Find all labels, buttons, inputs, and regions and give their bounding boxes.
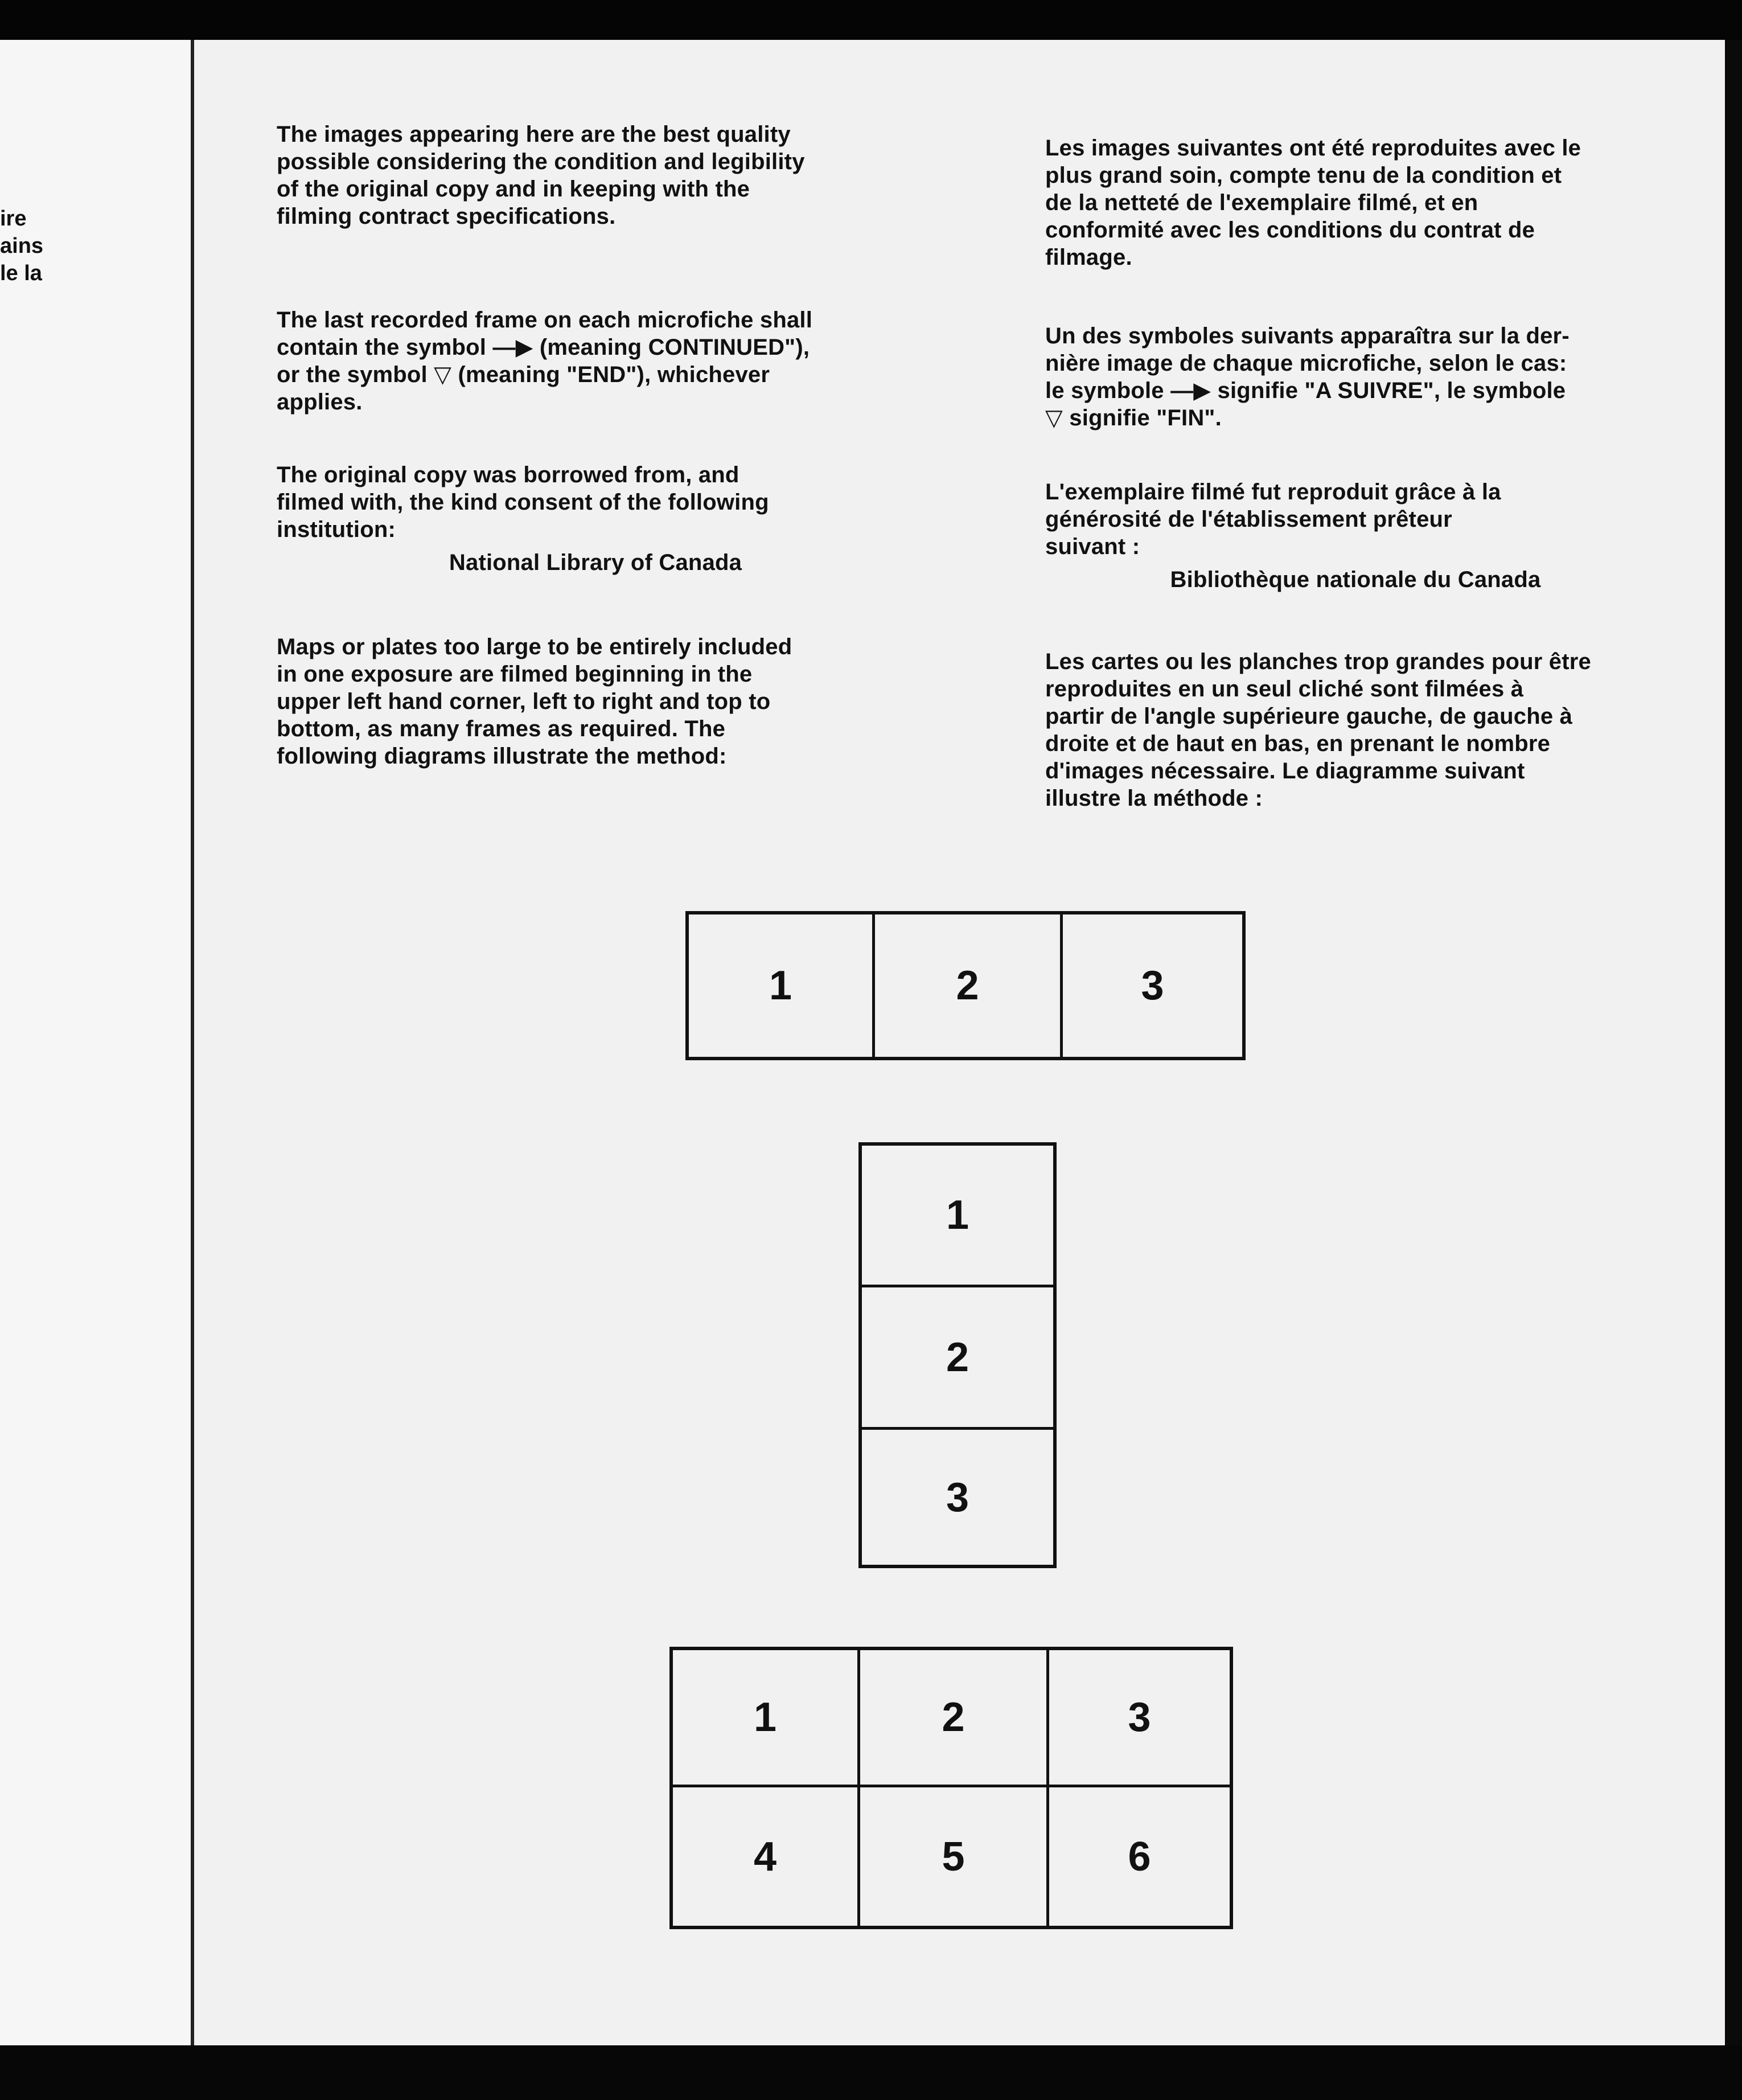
text-line: contain the symbol —▶ (meaning CONTINUED"),	[277, 335, 810, 360]
previous-page-edge	[0, 40, 194, 2045]
frame-cell: 3	[1141, 963, 1164, 1008]
text-line: plus grand soin, compte tenu de la condition et	[1045, 163, 1562, 188]
text-line: applies.	[277, 389, 363, 415]
film-border-top	[0, 0, 1742, 40]
text-line: of the original copy and in keeping with the	[277, 177, 750, 202]
frame-cell: 1	[769, 963, 792, 1008]
text-line: or the symbol ▽ (meaning "END"), whichever	[277, 362, 770, 387]
text-line: The last recorded frame on each microfiche shall	[277, 307, 813, 333]
text-line: filmed with, the kind consent of the following	[277, 490, 769, 515]
frame-cell: 4	[753, 1834, 777, 1880]
text-line: nière image de chaque microfiche, selon le cas:	[1045, 351, 1567, 376]
diagram-column	[858, 1142, 1057, 1568]
text-line: le symbole —▶ signifie "A SUIVRE", le symbole	[1045, 378, 1566, 403]
text-line: filming contract specifications.	[277, 204, 616, 229]
diagram-grid	[669, 1647, 1233, 1929]
fragment-line: ire	[0, 207, 27, 231]
frame-cell: 6	[1128, 1834, 1151, 1880]
institution-name: Bibliothèque nationale du Canada	[1170, 567, 1541, 592]
text-line: L'exemplaire filmé fut reproduit grâce à la	[1045, 479, 1501, 505]
text-line: Un des symboles suivants apparaîtra sur la der-	[1045, 323, 1570, 348]
text-line: partir de l'angle supérieure gauche, de gauche à	[1045, 704, 1573, 729]
frame-cell: 3	[946, 1474, 969, 1520]
text-line: reproduites en un seul cliché sont filmées à	[1045, 676, 1524, 702]
text-line: illustre la méthode :	[1045, 786, 1263, 811]
english-paragraph-method	[277, 633, 914, 770]
frame-cell: 1	[946, 1192, 969, 1238]
text-line: in one exposure are filmed beginning in the	[277, 662, 753, 687]
text-line: de la netteté de l'exemplaire filmé, et en	[1045, 190, 1478, 215]
french-paragraph-symbols	[1045, 322, 1666, 432]
film-border-right	[1725, 40, 1742, 2045]
text-line: possible considering the condition and legibility	[277, 149, 805, 174]
text-line: upper left hand corner, left to right and top to	[277, 689, 771, 714]
text-line: The original copy was borrowed from, and	[277, 462, 739, 487]
institution-name: National Library of Canada	[449, 550, 742, 575]
text-line: droite et de haut en bas, en prenant le nombre	[1045, 731, 1551, 756]
frame-cell: 5	[942, 1834, 965, 1880]
frame-cell: 2	[956, 963, 979, 1008]
frame-cell: 2	[942, 1695, 965, 1740]
text-line: bottom, as many frames as required. The	[277, 716, 726, 741]
french-paragraph-source	[1045, 478, 1666, 593]
fragment-line: le la	[0, 261, 42, 285]
text-line: ▽ signifie "FIN".	[1045, 405, 1222, 430]
text-line: Les images suivantes ont été reproduites avec le	[1045, 136, 1581, 161]
text-line: générosité de l'établissement prêteur	[1045, 507, 1452, 532]
text-line: institution:	[277, 517, 396, 542]
text-line: suivant :	[1045, 534, 1140, 559]
french-paragraph-method	[1045, 648, 1666, 812]
frame-cell: 1	[753, 1695, 777, 1740]
text-line: conformité avec les conditions du contrat de	[1045, 218, 1535, 243]
frame-cell: 2	[946, 1334, 969, 1380]
french-paragraph-quality	[1045, 134, 1666, 271]
text-line: filmage.	[1045, 245, 1132, 270]
text-line: The images appearing here are the best quality	[277, 122, 791, 147]
text-line: d'images nécessaire. Le diagramme suivant	[1045, 758, 1525, 784]
fragment-line: ains	[0, 234, 44, 258]
text-line: Les cartes ou les planches trop grandes pour être	[1045, 649, 1591, 674]
film-border-bottom	[0, 2045, 1742, 2100]
text-line: following diagrams illustrate the method:	[277, 744, 727, 769]
text-line: Maps or plates too large to be entirely included	[277, 634, 792, 659]
diagram-row	[685, 911, 1246, 1060]
english-paragraph-symbols	[277, 306, 914, 416]
frame-cell: 3	[1128, 1695, 1151, 1740]
english-paragraph-source	[277, 461, 914, 576]
english-paragraph-quality	[277, 121, 914, 230]
